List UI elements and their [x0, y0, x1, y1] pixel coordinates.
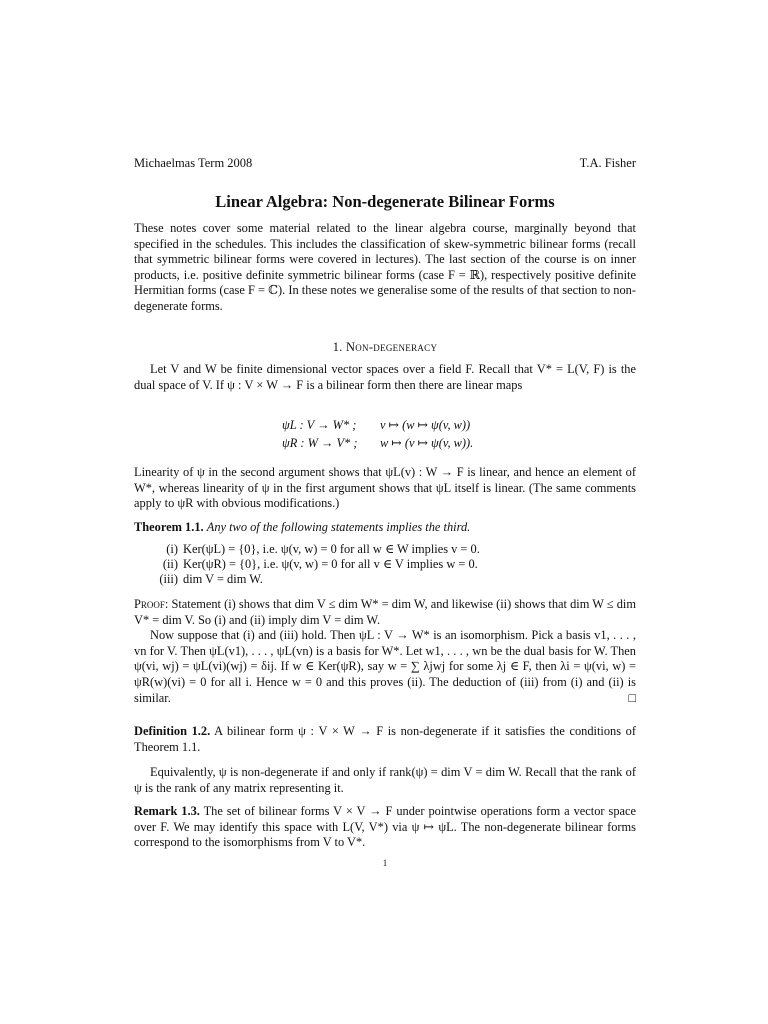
condition-text: Ker(ψR) = {0}, i.e. ψ(v, w) = 0 for all v ∈ V implies w = 0. [183, 556, 478, 571]
document-title: Linear Algebra: Non-degenerate Bilinear Forms [215, 192, 555, 211]
header-term: Michaelmas Term 2008 [134, 156, 253, 170]
theorem-1-1 [134, 520, 636, 536]
remark-1-3 [134, 804, 636, 851]
proof-part-1 [134, 597, 636, 628]
condition-text: Ker(ψL) = {0}, i.e. ψ(v, w) = 0 for all w ∈ W implies v = 0. [183, 542, 480, 556]
condition-label: (iii) [159, 571, 178, 586]
remark-label: Remark 1.3. [134, 804, 200, 818]
condition-label: (ii) [162, 556, 178, 571]
equation-psi-left-map: ψL : V → W* ; [282, 418, 357, 432]
condition-label: (i) [166, 542, 178, 556]
header-author: T.A. Fisher [579, 156, 636, 170]
intro-paragraph: These notes cover some material related to the linear algebra course, marginally beyond that specified in the schedules. This includes the classification of skew-symmetric bilinear forms (recall that symmetric bilinear forms were covered in lectures). The last section of the course is on inner products, i.e. positive definite symmetric bilinear forms (case F = ℝ), respectively positive definite Hermitian forms (case F = ℂ). In these notes we generalise some of the results of that section to non-degenerate forms. [134, 221, 636, 313]
equation-psi-left [282, 417, 473, 435]
theorem-statement: Any two of the following statements implies the third. [206, 520, 471, 534]
definition-1-2 [134, 724, 636, 755]
proof-label: Proof: [134, 597, 169, 611]
proof-text-2: Now suppose that (i) and (iii) hold. Then ψL : V → W* is an isomorphism. Pick a basis v1, . . . , vn for V. Then ψL(v1), . . . , ψL(vn) is a basis for W*. Let w1, . . . , wn be the dual basis for W. Then ψ(vi, wj) = ψL(vi)(wj) = δij. If w ∈ Ker(ψR), say w = ∑ λjwj for some λj ∈ F, then λi = ψ(vi, w) = ψR(w)(vi) = 0 for all i. Hence w = 0 and this proves (ii). The deduction of (iii) from (i) and (ii) is similar. [134, 628, 636, 705]
list-item [148, 557, 480, 572]
proof-text-1: Statement (i) shows that dim V ≤ dim W* = dim W, and likewise (ii) shows that dim W ≤ dim V* = dim V. So (i) and (ii) imply dim V = dim W. [134, 597, 636, 627]
proof-part-2 [134, 628, 636, 706]
equation-psi-right-map: ψR : W → V* ; [282, 435, 358, 450]
condition-text: dim V = dim W. [183, 571, 263, 586]
theorem-label: Theorem 1.1. [134, 520, 204, 534]
paragraph-definitions: Let V and W be finite dimensional vector spaces over a field F. Recall that V* = L(V, F) is the dual space of V. If ψ : V × W → F is a bilinear form then there are linear maps [134, 362, 636, 392]
definition-text: A bilinear form ψ : V × W → F is non-degenerate if it satisfies the conditions of Theorem 1.1. [134, 724, 636, 754]
equation-psi-left-rule: v ↦ (w ↦ ψ(v, w)) [380, 418, 471, 432]
section-heading: 1. Non-degeneracy [332, 340, 438, 354]
list-item [148, 542, 480, 557]
equation-psi-right-rule: w ↦ (v ↦ ψ(v, w)). [380, 435, 474, 450]
theorem-conditions-list [148, 542, 480, 586]
paragraph-linearity: Linearity of ψ in the second argument shows that ψL(v) : W → F is linear, and hence an element of W*, whereas linearity of ψ in the first argument shows that ψL itself is linear. (The same comments apply to ψR with obvious modifications.) [134, 465, 636, 511]
proof [134, 597, 636, 706]
display-equations [282, 417, 473, 452]
list-item [148, 572, 480, 587]
definition-label: Definition 1.2. [134, 724, 211, 738]
page-number: 1 [382, 858, 388, 868]
equation-psi-right [282, 435, 473, 453]
qed-symbol: □ [628, 690, 636, 705]
remark-text: The set of bilinear forms V × V → F under pointwise operations form a vector space over F. We may identify this space with L(V, V*) via ψ ↦ ψL. The non-degenerate bilinear forms correspond to the isomorphisms from V to V*. [134, 804, 637, 850]
paragraph-rank: Equivalently, ψ is non-degenerate if and only if rank(ψ) = dim V = dim W. Recall that the rank of ψ is the rank of any matrix representing it. [134, 765, 636, 795]
